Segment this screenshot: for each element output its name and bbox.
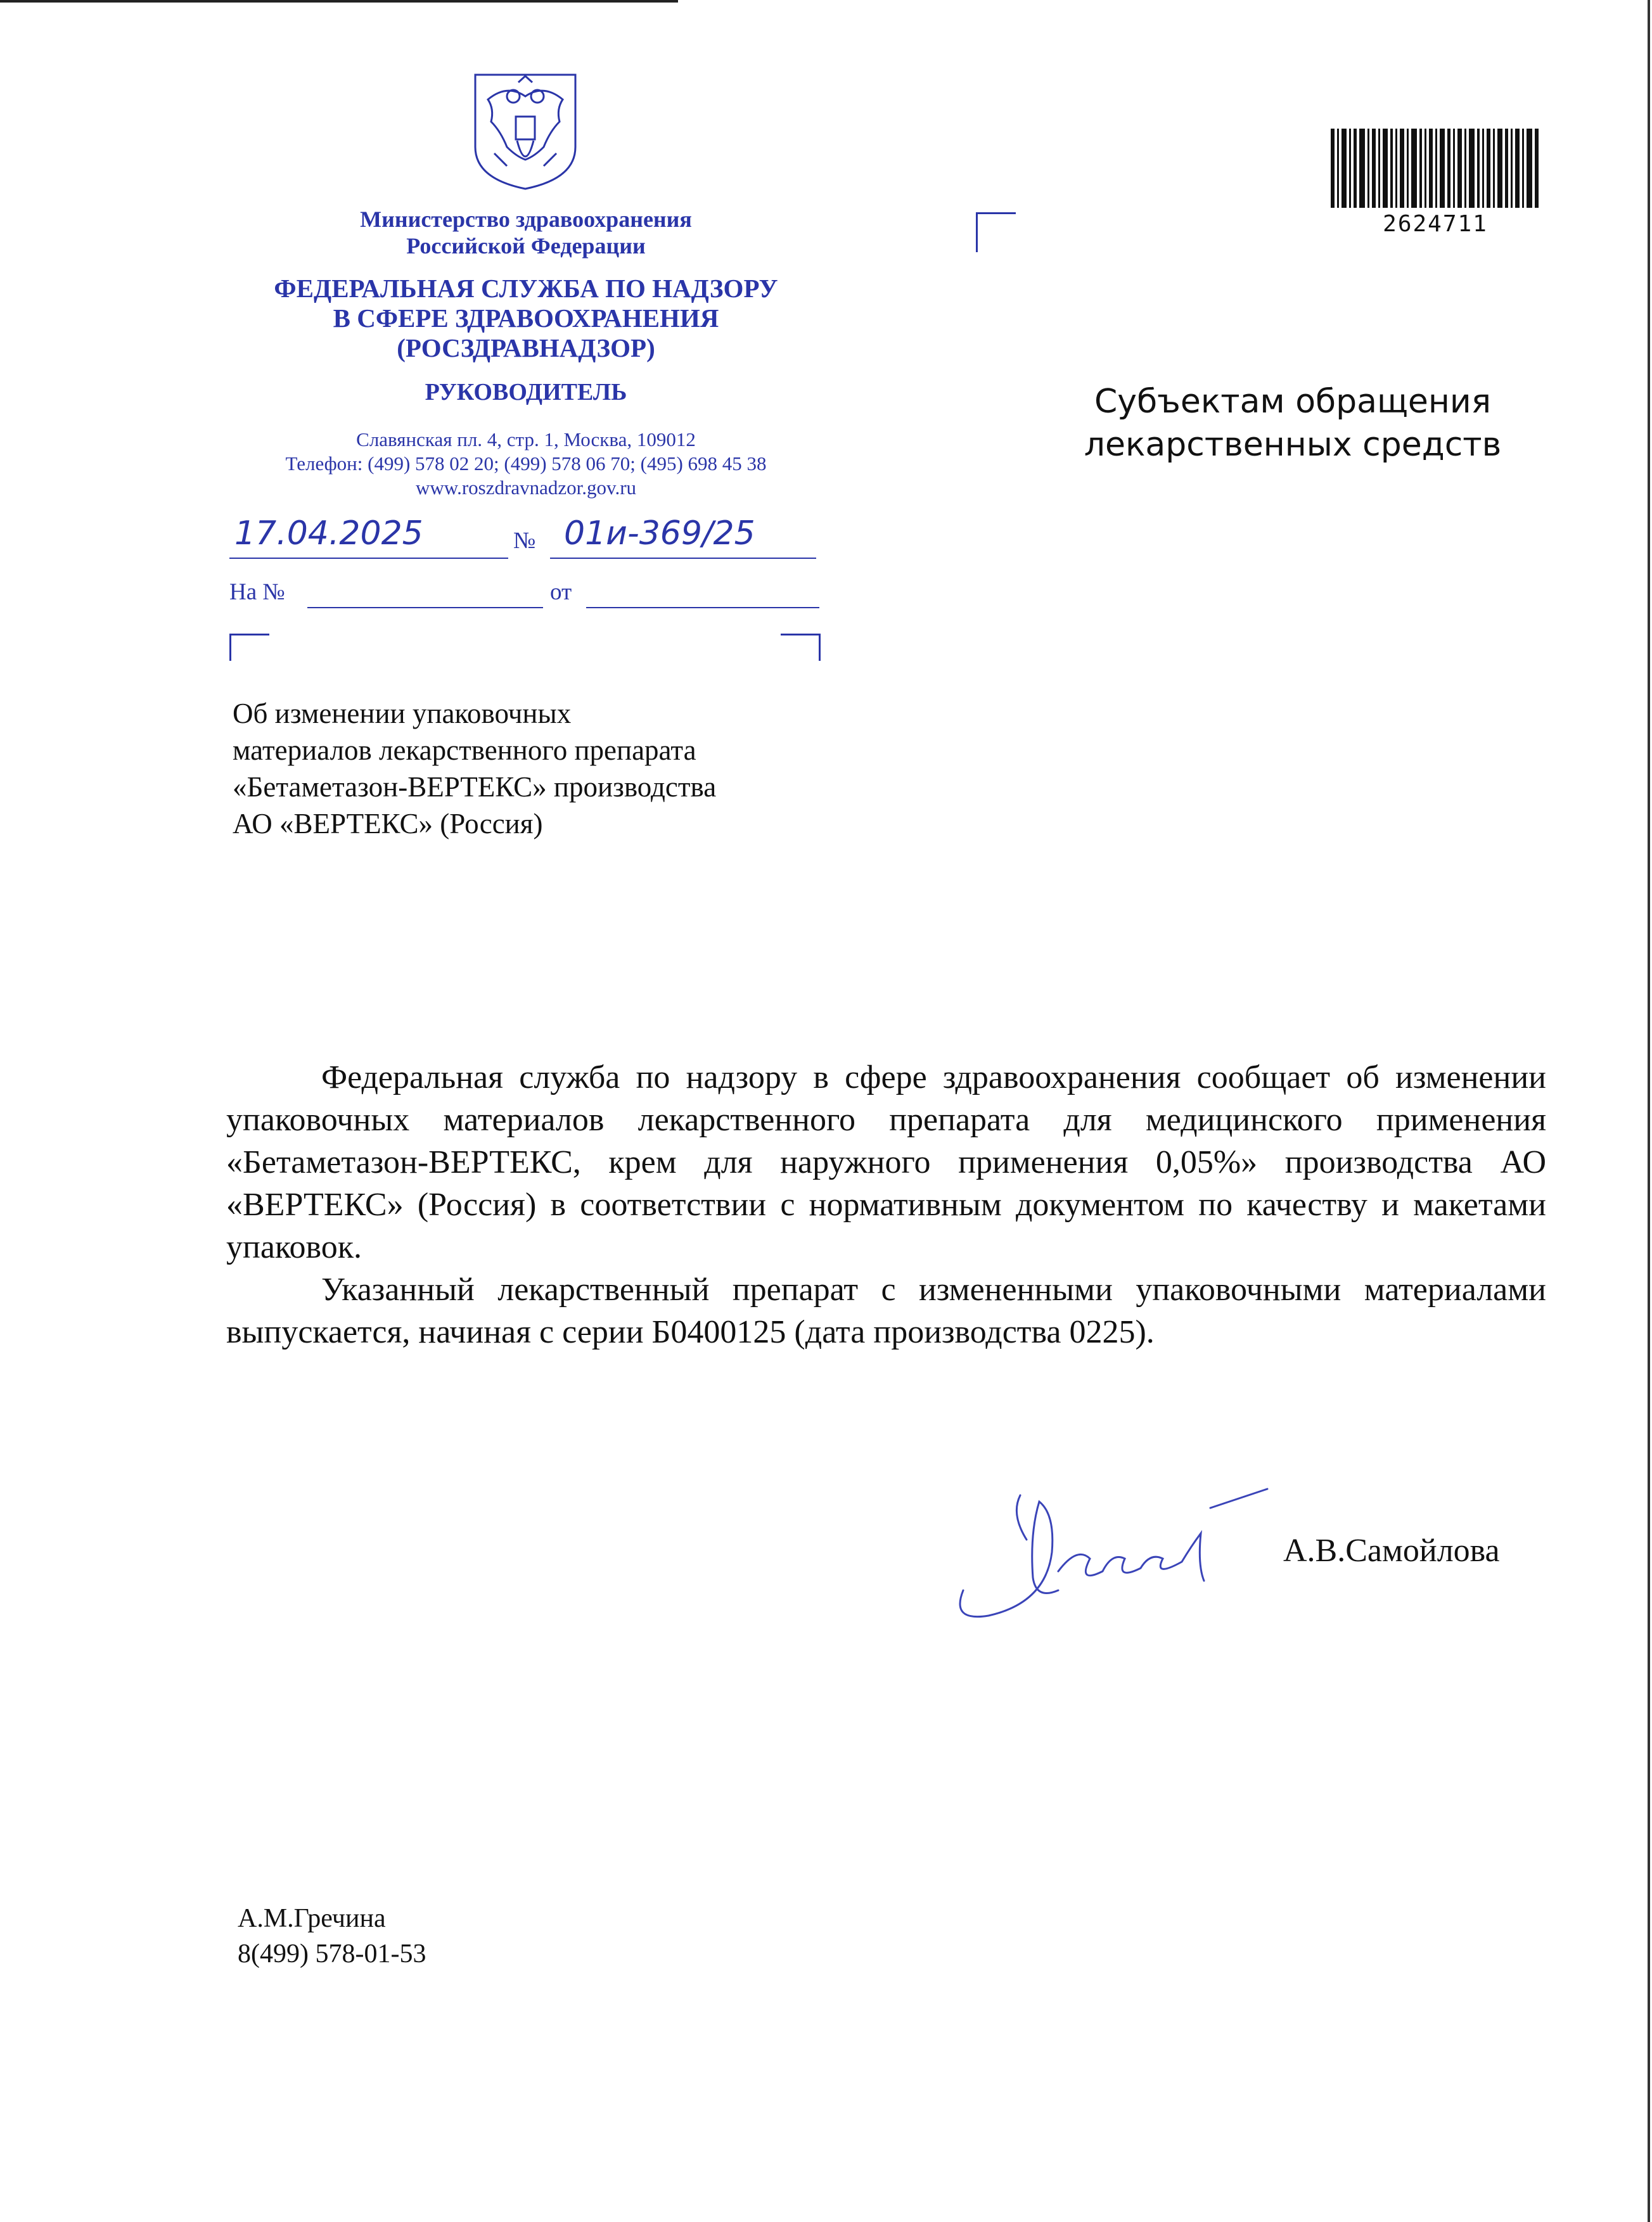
registration-number: 01и-369/25 <box>564 514 755 552</box>
barcode-number: 2624711 <box>1383 211 1488 237</box>
subject-bracket-right <box>781 634 821 661</box>
executor-block <box>238 1901 426 1972</box>
letter-body <box>226 1056 1546 1353</box>
ministry-name: Министерство здравоохранения Российской Федерации <box>360 207 692 259</box>
scan-right-edge <box>1648 0 1650 2222</box>
number-sign: № <box>513 528 536 554</box>
website: www.roszdravnadzor.gov.ru <box>415 476 637 499</box>
subject-bracket-left <box>229 634 269 661</box>
barcode-sticker <box>1274 105 1546 269</box>
recipient: Субъектам обращения лекарственных средств <box>1084 383 1502 464</box>
position-title: РУКОВОДИТЕЛЬ <box>425 379 627 405</box>
recipient-bracket <box>976 212 1016 252</box>
reply-label: На № <box>229 579 285 605</box>
agency-name: ФЕДЕРАЛЬНАЯ СЛУЖБА ПО НАДЗОРУ В СФЕРЕ ЗДРАВООХРАНЕНИЯ (РОСЗДРАВНАДЗОР) <box>274 274 778 362</box>
signature-icon <box>951 1464 1280 1628</box>
executor-name: А.М.Гречина <box>238 1904 386 1933</box>
subject: Об изменении упаковочных материалов лекарственного препарата «Бетаметазон-ВЕРТЕКС» производства АО «ВЕРТЕКС» (Россия) <box>233 698 717 840</box>
from-underline <box>586 607 819 608</box>
scan-top-edge <box>0 0 678 3</box>
barcode-icon <box>1331 129 1540 208</box>
phone: Телефон: (499) 578 02 20; (499) 578 06 70; (495) 698 45 38 <box>285 452 767 475</box>
executor-phone: 8(499) 578-01-53 <box>238 1939 426 1969</box>
signatory-name: А.В.Самойлова <box>1283 1533 1500 1569</box>
body-paragraph: Указанный лекарственный препарат с измененными упаковочными материалами выпускается, начиная с серии Б0400125 (дата производства 0225). <box>226 1272 1546 1350</box>
body-paragraph: Федеральная служба по надзору в сфере здравоохранения сообщает об изменении упаковочных материалов лекарственного препарата для медицинского применения «Бетаметазон-ВЕРТЕКС, крем для наружного применения 0,05%» производства АО «ВЕРТЕКС» (Россия) в соответствии с нормативным документом по качеству и макетами упаковок. <box>226 1059 1546 1265</box>
registration-date: 17.04.2025 <box>234 514 423 552</box>
address: Славянская пл. 4, стр. 1, Москва, 109012 <box>356 428 696 450</box>
contact-block <box>190 428 862 500</box>
date-underline <box>229 558 508 559</box>
number-underline <box>550 558 816 559</box>
from-label: от <box>550 579 572 605</box>
reply-underline <box>307 607 543 608</box>
coat-of-arms-emblem-icon <box>469 71 582 191</box>
